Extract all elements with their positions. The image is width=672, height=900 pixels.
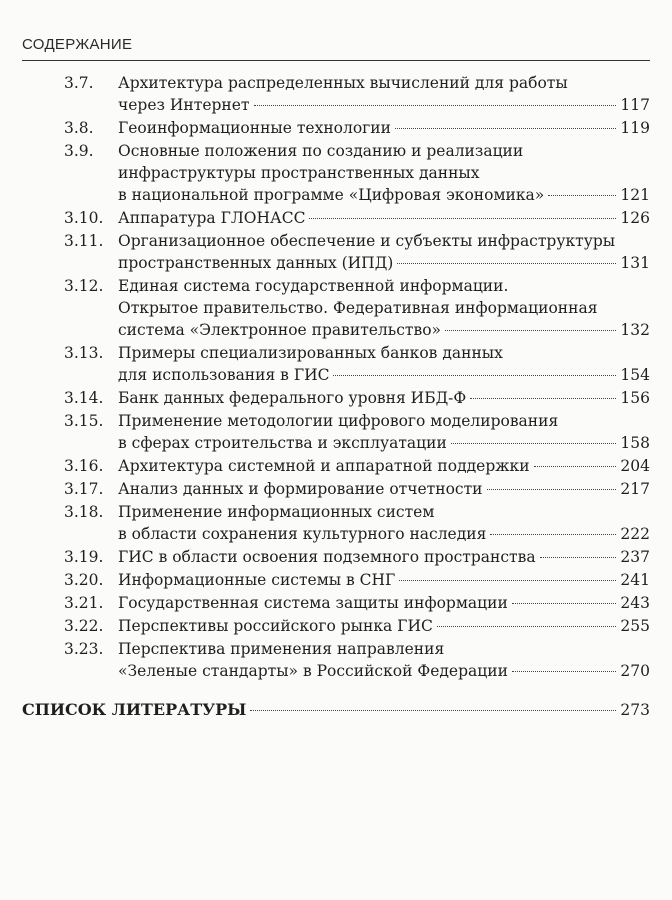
- references-title: СПИСОК ЛИТЕРАТУРЫ: [22, 700, 247, 719]
- toc-entry-number: 3.15.: [64, 412, 104, 430]
- toc-entry-number: 3.13.: [64, 344, 104, 362]
- toc-entry-title-line: Информационные системы в СНГ: [118, 571, 396, 589]
- toc-entry-last-line: [118, 523, 650, 545]
- toc-entry-last-line: [118, 432, 650, 454]
- toc-entry-title-line: ГИС в области освоения подземного пространства: [118, 548, 536, 566]
- header-rule: [22, 60, 650, 61]
- toc-entry-page: 126: [620, 209, 650, 227]
- toc-entry-title-line: Перспектива применения направления: [118, 640, 445, 658]
- dot-leader: [487, 489, 617, 490]
- toc-entry-page: 270: [620, 662, 650, 680]
- toc-entry-title-line: Перспективы российского рынка ГИС: [118, 617, 433, 635]
- toc-entry-number: 3.21.: [64, 594, 104, 612]
- toc-entry-number: 3.8.: [64, 119, 94, 137]
- toc-entry-page: 156: [620, 389, 650, 407]
- dot-leader: [445, 330, 616, 331]
- toc-entry-last-line: [118, 660, 650, 682]
- toc-entry-number: 3.23.: [64, 640, 104, 658]
- toc-entry-page: 119: [620, 119, 650, 137]
- toc-entry-title-line: Анализ данных и формирование отчетности: [118, 480, 483, 498]
- toc-entry-page: 222: [620, 525, 650, 543]
- toc-entry-last-line: [118, 207, 650, 229]
- toc-entry-number: 3.10.: [64, 209, 104, 227]
- toc-entry-title-line: Примеры специализированных банков данных: [118, 344, 503, 362]
- dot-leader: [395, 128, 616, 129]
- toc-entry-last-line: [118, 319, 650, 341]
- dot-leader: [250, 710, 616, 711]
- toc-entry-title-line: Применение информационных систем: [118, 503, 435, 521]
- toc-entry-page: 154: [620, 366, 650, 384]
- toc-entry-title-line: пространственных данных (ИПД): [118, 254, 394, 272]
- toc-entry-last-line: [118, 615, 650, 637]
- toc-entry-title-line: Единая система государственной информации.: [118, 277, 509, 295]
- dot-leader: [254, 105, 617, 106]
- toc-entry-title-line: в национальной программе «Цифровая экономика»: [118, 186, 545, 204]
- toc-entry-page: 121: [620, 186, 650, 204]
- toc-entry-title-line: Геоинформационные технологии: [118, 119, 391, 137]
- toc-entry-title-line: Государственная система защиты информации: [118, 594, 508, 612]
- toc-entry-page: 243: [620, 594, 650, 612]
- toc-entry-number: 3.17.: [64, 480, 104, 498]
- toc-entry-title-line: система «Электронное правительство»: [118, 321, 442, 339]
- dot-leader: [534, 466, 617, 467]
- toc-entry-title-line: Основные положения по созданию и реализации: [118, 142, 524, 160]
- dot-leader: [548, 195, 616, 196]
- toc-entry-page: 131: [620, 254, 650, 272]
- toc-entry-number: 3.7.: [64, 74, 94, 92]
- toc-entry-title-line: Архитектура распределенных вычислений для работы: [118, 74, 568, 92]
- toc-entry-last-line: [118, 455, 650, 477]
- toc-entry-number: 3.18.: [64, 503, 104, 521]
- toc-entry-title-line: в сферах строительства и эксплуатации: [118, 434, 447, 452]
- dot-leader: [437, 626, 617, 627]
- dot-leader: [333, 375, 616, 376]
- toc-entry-title-line: Открытое правительство. Федеративная информационная: [118, 299, 598, 317]
- toc-entry-page: 158: [620, 434, 650, 452]
- toc-entry-title-line: инфраструктуры пространственных данных: [118, 164, 480, 182]
- toc-entry-page: 237: [620, 548, 650, 566]
- toc-entry-last-line: [118, 569, 650, 591]
- dot-leader: [451, 443, 617, 444]
- toc-entry-page: 255: [620, 617, 650, 635]
- references-page: 273: [620, 701, 650, 719]
- toc-entry-title-line: Организационное обеспечение и субъекты инфраструктуры: [118, 232, 616, 250]
- toc-entry-title-line: для использования в ГИС: [118, 366, 330, 384]
- toc-references-line: [22, 699, 650, 721]
- toc-entry-title-line: Аппаратура ГЛОНАСС: [118, 209, 306, 227]
- toc-entry-title-line: Банк данных федерального уровня ИБД-Ф: [118, 389, 467, 407]
- toc-entry-number: 3.22.: [64, 617, 104, 635]
- dot-leader: [512, 671, 617, 672]
- toc-entry-title-line: в области сохранения культурного наследия: [118, 525, 487, 543]
- toc-entry-number: 3.14.: [64, 389, 104, 407]
- toc-entry-title-line: Архитектура системной и аппаратной поддержки: [118, 457, 530, 475]
- dot-leader: [512, 603, 617, 604]
- toc-entry-last-line: [118, 94, 650, 116]
- toc-entry-last-line: [118, 364, 650, 386]
- dot-leader: [540, 557, 617, 558]
- toc-entry-page: 117: [620, 96, 650, 114]
- toc-entry-page: 132: [620, 321, 650, 339]
- toc-entry-number: 3.12.: [64, 277, 104, 295]
- toc-entry-last-line: [118, 252, 650, 274]
- toc-entry-page: 204: [620, 457, 650, 475]
- toc-entry-number: 3.11.: [64, 232, 104, 250]
- page-header: СОДЕРЖАНИЕ: [22, 36, 133, 53]
- toc-entry-title-line: Применение методологии цифрового моделирования: [118, 412, 559, 430]
- toc-entry-last-line: [118, 117, 650, 139]
- toc-entry-last-line: [118, 184, 650, 206]
- toc-entry-last-line: [118, 478, 650, 500]
- toc-entry-number: 3.16.: [64, 457, 104, 475]
- toc-entry-number: 3.19.: [64, 548, 104, 566]
- toc-entry-last-line: [118, 546, 650, 568]
- toc-entry-page: 217: [620, 480, 650, 498]
- toc-entry-title-line: через Интернет: [118, 96, 250, 114]
- dot-leader: [309, 218, 616, 219]
- toc-entry-page: 241: [620, 571, 650, 589]
- dot-leader: [470, 398, 616, 399]
- toc-entry-last-line: [118, 387, 650, 409]
- toc-entry-number: 3.20.: [64, 571, 104, 589]
- dot-leader: [490, 534, 616, 535]
- toc-entry-title-line: «Зеленые стандарты» в Российской Федерации: [118, 662, 508, 680]
- toc-entry-number: 3.9.: [64, 142, 94, 160]
- dot-leader: [399, 580, 616, 581]
- dot-leader: [397, 263, 616, 264]
- toc-entry-last-line: [118, 592, 650, 614]
